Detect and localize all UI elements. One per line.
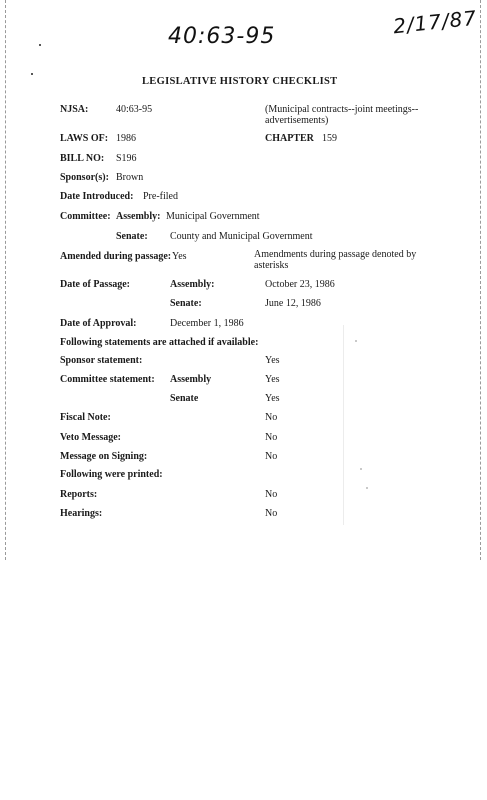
laws-of-value: 1986: [116, 133, 136, 144]
signing-value: No: [265, 451, 278, 462]
scan-noise: [355, 340, 357, 342]
sponsor-label: Sponsor(s):: [60, 172, 109, 183]
handwritten-date: 2/17/87: [391, 5, 479, 39]
scan-speck: [31, 73, 33, 75]
sponsor-statement-label: Sponsor statement:: [60, 355, 143, 366]
chapter-value: 159: [322, 133, 337, 144]
committee-senate-label: Senate:: [116, 231, 148, 242]
scan-noise: [343, 325, 344, 525]
scan-noise: [360, 468, 362, 470]
handwritten-statute-number: 40:63-95: [168, 24, 276, 49]
committee-senate-value: County and Municipal Government: [170, 231, 313, 242]
chapter-label: CHAPTER: [265, 133, 314, 144]
passage-senate-value: June 12, 1986: [265, 298, 321, 309]
date-introduced-label: Date Introduced:: [60, 191, 134, 202]
passage-assembly-label: Assembly:: [170, 279, 215, 290]
hearings-label: Hearings:: [60, 508, 103, 519]
statements-heading: Following statements are attached if available:: [60, 337, 259, 348]
left-scan-edge: [5, 0, 6, 560]
date-introduced-value: Pre-filed: [143, 191, 178, 202]
amended-note: Amendments during passage denoted by asterisks: [254, 249, 417, 271]
committee-statement-senate-value: Yes: [265, 393, 280, 404]
passage-assembly-value: October 23, 1986: [265, 279, 335, 290]
veto-value: No: [265, 432, 278, 443]
committee-statement-label: Committee statement:: [60, 374, 155, 385]
scan-speck: [39, 44, 41, 46]
amended-value: Yes: [172, 251, 187, 262]
page-title: LEGISLATIVE HISTORY CHECKLIST: [142, 76, 338, 87]
committee-label: Committee:: [60, 211, 111, 222]
njsa-label: NJSA:: [60, 104, 89, 115]
approval-value: December 1, 1986: [170, 318, 244, 329]
committee-statement-assembly-label: Assembly: [170, 374, 212, 385]
sponsor-statement-value: Yes: [265, 355, 280, 366]
fiscal-note-label: Fiscal Note:: [60, 412, 111, 423]
veto-label: Veto Message:: [60, 432, 122, 443]
committee-statement-assembly-value: Yes: [265, 374, 280, 385]
committee-assembly-value: Municipal Government: [166, 211, 260, 222]
passage-label: Date of Passage:: [60, 279, 130, 290]
laws-of-label: LAWS OF:: [60, 133, 109, 144]
signing-label: Message on Signing:: [60, 451, 148, 462]
printed-heading: Following were printed:: [60, 469, 163, 480]
scan-noise: [366, 487, 368, 489]
fiscal-note-value: No: [265, 412, 278, 423]
amended-label: Amended during passage:: [60, 251, 172, 262]
njsa-value: 40:63-95: [116, 104, 153, 115]
approval-label: Date of Approval:: [60, 318, 137, 329]
passage-senate-label: Senate:: [170, 298, 202, 309]
njsa-note: (Municipal contracts--joint meetings--advertisements): [265, 104, 419, 126]
committee-statement-senate-label: Senate: [170, 393, 199, 404]
right-scan-edge: [480, 0, 481, 560]
committee-assembly-label: Assembly:: [116, 211, 161, 222]
reports-value: No: [265, 489, 278, 500]
sponsor-value: Brown: [116, 172, 144, 183]
reports-label: Reports:: [60, 489, 98, 500]
bill-no-label: BILL NO:: [60, 153, 105, 164]
hearings-value: No: [265, 508, 278, 519]
bill-no-value: S196: [116, 153, 137, 164]
